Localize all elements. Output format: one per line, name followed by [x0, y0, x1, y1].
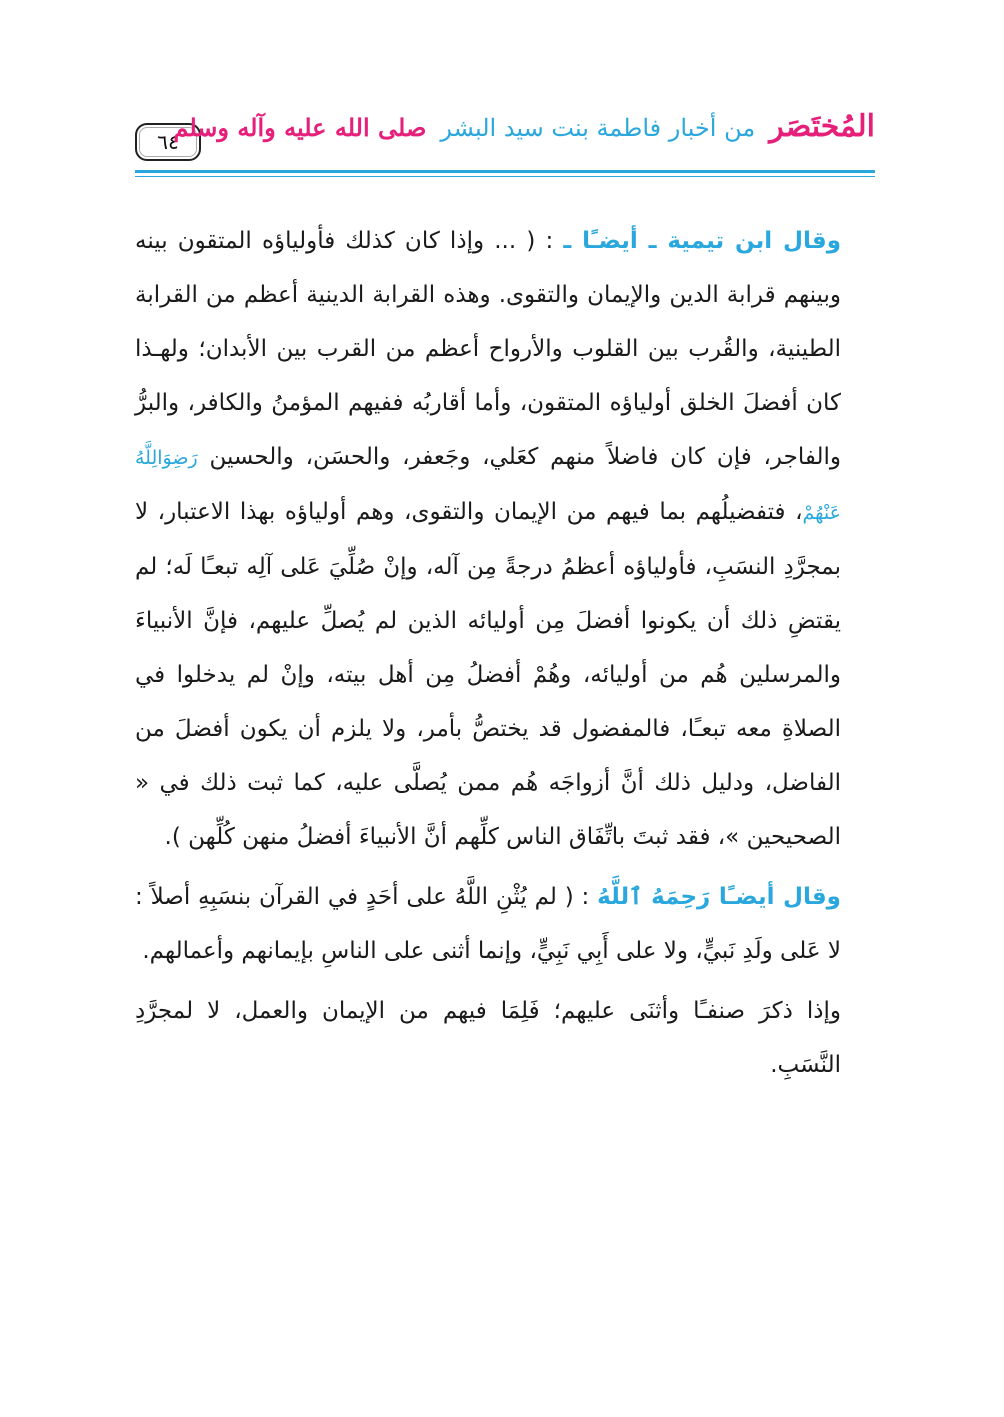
book-title-salutation: صلى الله عليه وآله وسلم: [173, 113, 427, 142]
header-rule: [135, 170, 875, 173]
paragraph-ibn-taymiyya-2: [135, 870, 875, 978]
book-title-main: المُختَصَر: [769, 109, 875, 144]
book-title: [173, 101, 875, 154]
page-body: [135, 214, 875, 1092]
paragraph-text: : ( ... وإذا كان كذلك فأولياؤه المتقون بينه وبينهم قرابة الدين والإيمان والتقوى. وهذه القرابة الدينية أعظم من القرابة الطينية، والقُرب بين القلوب والأرواح أعظم من القرب بين الأبدان؛ ولهـذا كان أفضلَ الخلق أولياؤه المتقون، وأما أقاربُه ففيهم المؤمنُ والكافر، والبرُّ والفاجر، فإن كان فاضلاً منهم كعَلي، وجَعفر، والحسَن، والحسين: [135, 228, 841, 470]
book-title-sub: من أخبار فاطمة بنت سيد البشر: [440, 114, 756, 142]
page-header: [135, 95, 875, 165]
speaker-label: وقال ابن تيمية ـ أيضـًا ـ: [563, 228, 841, 254]
paragraph-text: : ( لم يُثْنِ اللَّهُ على أحَدٍ في القرآن بنسَبِهِ أصلاً : لا عَلى ولَدِ نَبيٍّ، ولا على أَبِي نَبِيٍّ، وإنما أثنى على الناسِ بإيمانهم وأعمالهم.: [135, 884, 841, 964]
paragraph-ibn-taymiyya-1: [135, 214, 875, 864]
paragraph-closing: [135, 984, 875, 1092]
paragraph-text-continued: ، فتفضيلُهم بما فيهم من الإيمان والتقوى، وهم أولياؤه بهذا الاعتبار، لا بمجرَّدِ النسَبِ، فأولياؤه أعظمُ درجةً مِن آله، وإنْ صُلِّيَ عَلى آلِه تبعـًا لَه؛ لم يقتضِ ذلك أن يكونوا أفضلَ مِن أوليائه الذين لم يُصلِّ عليهم، فإنَّ الأنبياءَ والمرسلين هُم من أوليائه، وهُمْ أفضلُ مِن أهل بيته، وإنْ لم يدخلوا في الصلاةِ معه تبعـًا، فالمفضول قد يختصُّ بأمر، ولا يلزم أن يكون أفضلَ من الفاضل، ودليل ذلك أنَّ أزواجَه هُم ممن يُصلَّى عليه، كما ثبت ذلك في « الصحيحين »، فقد ثبتَ باتِّفَاق الناس كلِّهم أنَّ الأنبياءَ أفضلُ منهن كُلِّهن ).: [135, 499, 841, 850]
honorific-phrase: رَضِوَالِلَّهُ عَنْهُمْ: [135, 447, 841, 524]
header-rule-thin: [135, 176, 875, 177]
page-number-badge: ٦٤: [135, 123, 201, 161]
speaker-label: وقال أيضـًا رَحِمَهُ ٱللَّهُ: [597, 884, 841, 910]
paragraph-text: وإذا ذكرَ صنفـًا وأثنَى عليهم؛ فَلِمَا فيهم من الإيمان والعمل، لا لمجرَّدِ النَّسَبِ.: [135, 998, 841, 1078]
